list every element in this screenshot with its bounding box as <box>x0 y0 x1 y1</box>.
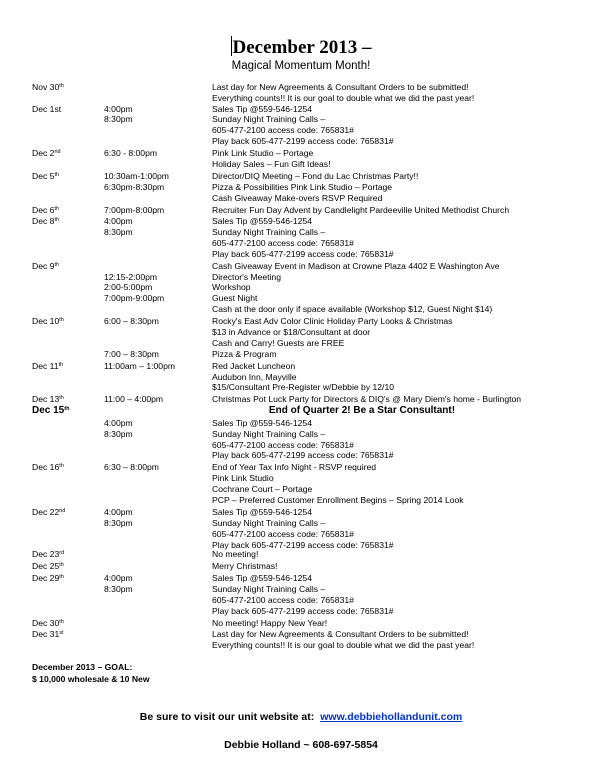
event-description: Sales Tip @559-546-1254 <box>212 418 312 428</box>
event-date-text: Dec 8 <box>32 216 55 226</box>
website-prompt: Be sure to visit our unit website at: <box>139 711 315 723</box>
event-date <box>32 316 64 327</box>
event-description: Christmas Pot Luck Party for Directors & DIQ's @ Mary Diem's home - Burlington <box>212 394 522 404</box>
event-description: 605-477-2100 access code: 765831# <box>212 529 354 539</box>
event-date <box>32 216 59 227</box>
event-time: 6:00 – 8:30pm <box>104 316 159 326</box>
event-time: 7:00pm-9:00pm <box>104 293 165 303</box>
event-description: PCP – Preferred Customer Enrollment Begins – Spring 2014 Look <box>212 495 464 505</box>
event-date <box>32 629 64 640</box>
date-suffix: th <box>59 395 64 401</box>
event-date <box>32 205 59 216</box>
event-date <box>32 549 64 560</box>
event-description: Everything counts!! It is our goal to double what we did the past year! <box>212 93 475 103</box>
event-date-text: Dec 15 <box>32 405 65 416</box>
event-description: Workshop <box>212 282 251 292</box>
title-text: December 2013 – <box>232 37 372 58</box>
event-description: Pizza & Possibilities Pink Link Studio – Portage <box>212 182 393 192</box>
event-time: 11:00 – 4:00pm <box>104 394 164 404</box>
event-time: 8:30pm <box>104 584 133 594</box>
event-description: Play back 605-477-2199 access code: 765831# <box>212 249 394 259</box>
event-description: Director/DIQ Meeting – Fond du Lac Christmas Party!! <box>212 171 419 181</box>
event-time: 4:00pm <box>104 418 133 428</box>
event-date <box>32 394 64 405</box>
date-suffix: th <box>59 83 64 89</box>
date-suffix: th <box>54 217 60 223</box>
event-date-text: Dec 9 <box>32 261 55 271</box>
event-date-text: Dec 25 <box>32 561 60 571</box>
event-date-text: Dec 31 <box>32 629 60 639</box>
event-description: Cash at the door only if space available (Workshop $12, Guest Night $14) <box>212 304 493 314</box>
event-time: 12:15-2:00pm <box>104 272 158 282</box>
event-time: 8:30pm <box>104 518 133 528</box>
goal-heading: December 2013 – GOAL: <box>32 662 133 672</box>
event-description: Sales Tip @559-546-1254 <box>212 104 312 114</box>
event-date-text: Nov 30 <box>32 82 60 92</box>
event-date-text: Dec 22 <box>32 507 60 517</box>
event-description: Audubon Inn, Mayville <box>212 372 297 382</box>
event-description: Play back 605-477-2199 access code: 765831# <box>212 606 394 616</box>
date-suffix: th <box>58 362 64 368</box>
date-suffix: nd <box>54 149 61 155</box>
event-description: Play back 605-477-2199 access code: 765831# <box>212 450 394 460</box>
date-suffix: rd <box>59 550 65 556</box>
event-description: 605-477-2100 access code: 765831# <box>212 238 354 248</box>
event-date-text: Dec 16 <box>32 462 60 472</box>
date-suffix: th <box>59 463 64 469</box>
event-description: Sales Tip @559-546-1254 <box>212 507 312 517</box>
event-description: No meeting! Happy New Year! <box>212 618 328 628</box>
event-description: Last day for New Agreements & Consultant Orders to be submitted! <box>212 629 469 639</box>
event-description: Sunday Night Training Calls – <box>212 227 326 237</box>
event-date-text: Dec 13 <box>32 394 60 404</box>
event-time: 6:30 – 8:00pm <box>104 462 159 472</box>
date-suffix: th <box>64 406 70 412</box>
event-description: $13 in Advance or $18/Consultant at door <box>212 327 371 337</box>
event-description: Everything counts!! It is our goal to double what we did the past year! <box>212 640 475 650</box>
event-description: Pink Link Studio – Portage <box>212 148 314 158</box>
event-date <box>32 573 64 584</box>
date-suffix: th <box>59 317 64 323</box>
website-line <box>0 711 602 723</box>
event-time: 6:30 - 8:00pm <box>104 148 158 158</box>
event-description: Play back 605-477-2199 access code: 765831# <box>212 540 394 550</box>
event-time: 4:00pm <box>104 573 133 583</box>
event-description: Cash and Carry! Guests are FREE <box>212 338 345 348</box>
event-date <box>32 561 64 572</box>
event-date <box>32 462 64 473</box>
event-time: 11:00am – 1:00pm <box>104 361 176 371</box>
event-time: 2:00-5:00pm <box>104 282 153 292</box>
event-date <box>32 618 64 629</box>
event-date <box>32 104 61 115</box>
event-description: Guest Night <box>212 293 258 303</box>
event-description: Cochrane Court – Portage <box>212 484 313 494</box>
event-description: Sunday Night Training Calls – <box>212 429 326 439</box>
event-time: 8:30pm <box>104 227 133 237</box>
website-link[interactable]: www.debbiehollandunit.com <box>320 711 463 723</box>
event-description: Recruiter Fun Day Advent by Candlelight Pardeeville United Methodist Church <box>212 205 510 215</box>
event-time: 4:00pm <box>104 216 133 226</box>
event-date-text: Dec 23 <box>32 549 60 559</box>
event-time: 10:30am-1:00pm <box>104 171 169 181</box>
event-date <box>32 507 65 518</box>
event-date <box>32 261 59 272</box>
event-description: End of Year Tax Info Night - RSVP required <box>212 462 377 472</box>
event-date-text: Dec 5 <box>32 171 55 181</box>
event-time: 7:00 – 8:30pm <box>104 349 159 359</box>
event-date-text: Dec 1st <box>32 104 62 114</box>
goal-amount: $ 10,000 wholesale & 10 New <box>32 674 150 684</box>
event-time: 7:00pm-8:00pm <box>104 205 165 215</box>
event-description: Pizza & Program <box>212 349 277 359</box>
event-description: 605-477-2100 access code: 765831# <box>212 440 354 450</box>
event-description: Sales Tip @559-546-1254 <box>212 573 312 583</box>
event-description: Pink Link Studio <box>212 473 274 483</box>
event-time: 6:30pm-8:30pm <box>104 182 165 192</box>
event-description: Holiday Sales – Fun Gift Ideas! <box>212 159 331 169</box>
event-date <box>32 171 59 182</box>
event-date-text: Dec 2 <box>32 148 55 158</box>
event-date-text: Dec 29 <box>32 573 60 583</box>
event-description: Last day for New Agreements & Consultant Orders to be submitted! <box>212 82 469 92</box>
goal-block <box>32 661 150 685</box>
date-suffix: th <box>54 262 60 268</box>
event-date-text: Dec 6 <box>32 205 55 215</box>
event-time: 4:00pm <box>104 507 133 517</box>
text-cursor <box>231 36 232 56</box>
event-description: Play back 605-477-2199 access code: 765831# <box>212 136 394 146</box>
event-description: Red Jacket Luncheon <box>212 361 296 371</box>
event-description: Cash Giveaway Make-overs RSVP Required <box>212 193 383 203</box>
event-time: 8:30pm <box>104 429 133 439</box>
date-suffix: st <box>59 630 64 636</box>
date-suffix: th <box>54 206 60 212</box>
event-description: $15/Consultant Pre-Register w/Debbie by 12/10 <box>212 382 395 392</box>
event-date <box>32 405 69 417</box>
event-description: Sunday Night Training Calls – <box>212 584 326 594</box>
event-description: Rocky's East Adv Color Clinic Holiday Party Looks & Christmas <box>212 316 453 326</box>
event-description: 605-477-2100 access code: 765831# <box>212 125 354 135</box>
event-description: No meeting! <box>212 549 259 559</box>
event-date-text: Dec 11 <box>32 361 59 371</box>
event-date-text: Dec 30 <box>32 618 60 628</box>
event-description: Cash Giveaway Event in Madison at Crowne Plaza 4402 E Washington Ave <box>212 261 500 271</box>
event-description: Sunday Night Training Calls – <box>212 518 326 528</box>
date-suffix: th <box>59 574 64 580</box>
event-date <box>32 361 63 372</box>
event-description: 605-477-2100 access code: 765831# <box>212 595 354 605</box>
event-date <box>32 82 64 93</box>
event-description: Merry Christmas! <box>212 561 278 571</box>
event-time: 4:00pm <box>104 104 133 114</box>
event-date <box>32 148 61 159</box>
date-suffix: th <box>59 562 64 568</box>
date-suffix: th <box>54 172 60 178</box>
date-suffix: nd <box>59 508 66 514</box>
event-description: End of Quarter 2! Be a Star Consultant! <box>268 405 456 416</box>
page-title <box>0 36 602 59</box>
event-date-text: Dec 10 <box>32 316 60 326</box>
event-description: Sales Tip @559-546-1254 <box>212 216 312 226</box>
event-description: Director's Meeting <box>212 272 281 282</box>
date-suffix: th <box>59 619 64 625</box>
event-description: Sunday Night Training Calls – <box>212 114 326 124</box>
event-time: 8:30pm <box>104 114 133 124</box>
contact-line: Debbie Holland ~ 608-697-5854 <box>224 739 378 751</box>
page-subtitle: Magical Momentum Month! <box>231 60 371 72</box>
